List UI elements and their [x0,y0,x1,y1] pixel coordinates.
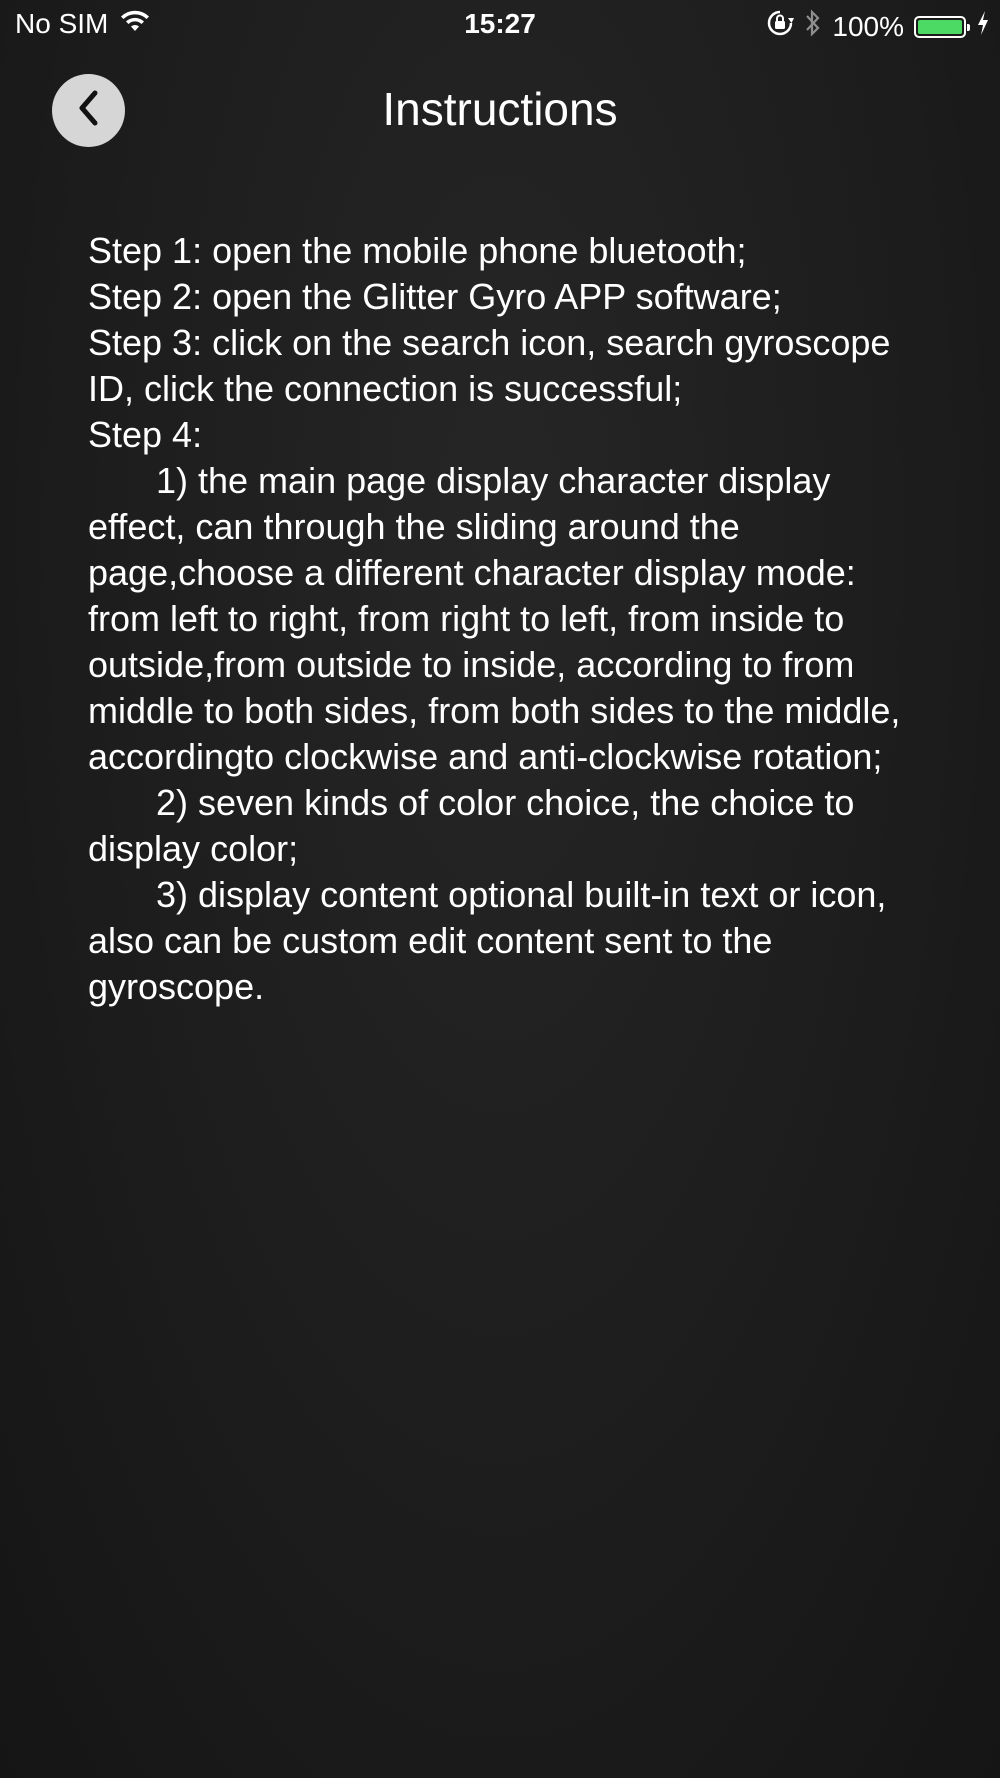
battery-tip [967,24,970,31]
step-4-item-2: 2) seven kinds of color choice, the choice to display color; [88,782,855,869]
status-right [766,8,990,45]
orientation-lock-icon [766,9,794,44]
battery-percent: 100% [832,10,904,42]
bluetooth-icon [804,8,822,45]
step-3: Step 3: click on the search icon, search gyroscope ID, click the connection is successful; [88,322,891,409]
step-2: Step 2: open the Glitter Gyro APP software; [88,276,782,317]
status-bar [0,0,1000,50]
navigation-bar [0,60,1000,160]
battery-fill [918,20,962,34]
step-4-item-1: 1) the main page display character display effect, can through the sliding around the page,choose a different character display mode: from left to right, from right to left, from inside to outside,from outside to inside, according to from middle to both sides, from both sides to the middle, accordingto clockwise and anti-clockwise rotation; [88,460,901,777]
battery-icon [914,16,966,38]
instructions-text [88,228,918,1010]
page-title: Instructions [382,83,618,135]
step-1: Step 1: open the mobile phone bluetooth; [88,230,747,271]
charging-bolt-icon [976,10,990,43]
carrier-label: No SIM [15,8,109,39]
status-time: 15:27 [464,8,536,39]
step-4-item-3: 3) display content optional built-in text or icon, also can be custom edit content sent to the gyroscope. [88,874,887,1007]
step-4: Step 4: [88,414,203,455]
